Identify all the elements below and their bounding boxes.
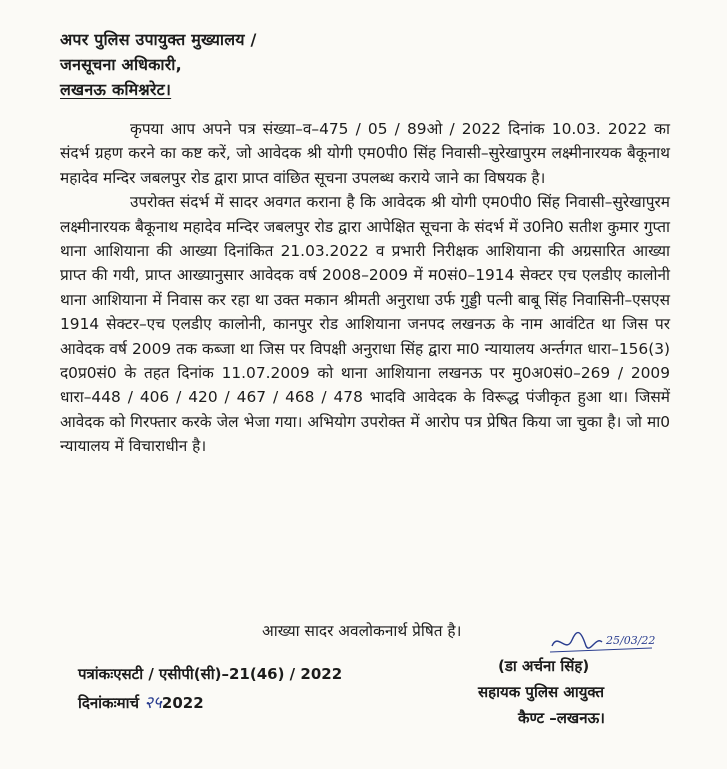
reference-date (78, 690, 204, 713)
signatory-name: (डा अर्चना सिंह) (498, 657, 590, 675)
signature-scrawl (548, 628, 658, 658)
address-line-3: लखनऊ कमिश्नरेट। (60, 80, 172, 99)
signatory-office: कैण्ट –लखनऊ। (518, 709, 605, 727)
paragraph-1: कृपया आप अपने पत्र संख्या–व–475 / 05 / 89ओ / 2022 दिनांक 10.03. 2022 का संदर्भ ग्रहण करने का कष्ट करें, जो आवेदक श्री योगी एम0पी0 सिंह निवासी–सुरेखापुरम लक्ष्मीनारयक बैकूनाथ महादेव मन्दिर जबलपुर रोड द्वारा प्राप्त वांछित सूचना उपलब्ध कराये जाने का विषयक है। (60, 120, 670, 187)
closing-line: आख्या सादर अवलोकनार्थ प्रेषित है। (262, 622, 462, 640)
address-line-1: अपर पुलिस उपायुक्त मुख्यालय / (60, 30, 257, 49)
reference-number: पत्रांकःएसटी / एसीपी(सी)–21(46) / 2022 (78, 665, 343, 683)
reference-date-suffix: 2022 (161, 694, 204, 712)
reference-date-prefix: दिनांकःमार्च (78, 694, 145, 712)
letter-body (60, 117, 670, 459)
signatory-designation: सहायक पुलिस आयुक्त (478, 683, 604, 701)
paragraph-2: उपरोक्त संदर्भ में सादर अवगत कराना है कि आवेदक श्री योगी एम0पी0 सिंह निवासी–सुरेखापुरम लक्ष्मीनारयक बैकूनाथ महादेव मन्दिर जबलपुर रोड द्वारा आपेक्षित सूचना के संदर्भ में उ0नि0 सतीश कुमार गुप्ता थाना आशियाना की आख्या दिनांकित 21.03.2022 व प्रभारी निरीक्षक आशियाना की अग्रसारित आख्या प्राप्त की गयी, प्राप्त आख्यानुसार आवेदक वर्ष 2008–2009 में म0सं0–1914 सेक्टर एच एलडीए कालोनी थाना आशियाना में निवास कर रहा था उक्त मकान श्रीमती अनुराधा उर्फ गुड्डी पत्नी बाबू सिंह निवासिनी–एसएस 1914 सेक्टर–एच एलडीए कालोनी, कानपुर रोड आशियाना जनपद लखनऊ के नाम आवंटित था जिस पर आवेदक वर्ष 2009 तक कब्जा था जिस पर विपक्षी अनुराधा सिंह द्वारा मा0 न्यायालय अर्न्तगत धारा–156(3) द0प्र0सं0 के तहत दिनांक 11.07.2009 को थाना आशियाना लखनऊ पर मु0अ0सं0–269 / 2009 धारा–448 / 406 / 420 / 467 / 468 / 478 भादवि आवेदक के विरूद्ध पंजीकृत हुआ था। जिसमें आवेदक को गिरफ्तार करके जेल भेजा गया। अभियोग उपरोक्त में आरोप पत्र प्रेषित किया जा चुका है। जो मा0 न्यायालय में विचाराधीन है। (60, 193, 670, 456)
address-line-2: जनसूचना अधिकारी, (60, 55, 182, 74)
reference-date-handwritten: २५ (144, 693, 162, 713)
signature-date: 25/03/22 (606, 634, 656, 647)
